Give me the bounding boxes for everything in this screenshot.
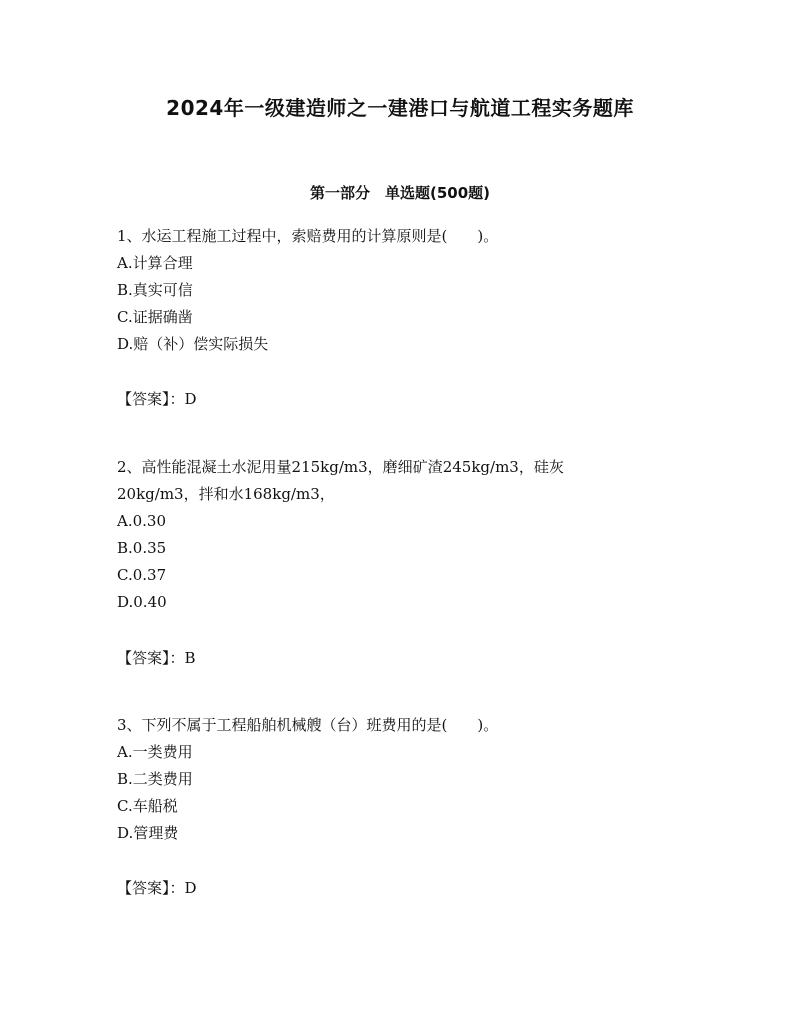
option-b: B.0.35 xyxy=(117,539,167,557)
option-a: A.0.30 xyxy=(117,512,166,530)
page-title: 2024年一级建造师之一建港口与航道工程实务题库 xyxy=(166,96,634,120)
question-3 xyxy=(117,712,677,847)
answer-label: 【答案】： xyxy=(117,649,185,667)
answer-value: B xyxy=(184,649,196,667)
question-stem: 1、水运工程施工过程中，索赔费用的计算原则是( )。 xyxy=(117,227,499,245)
answer-label: 【答案】： xyxy=(117,390,185,408)
question-stem: 2、高性能混凝土水泥用量215kg/m3，磨细矿渣245kg/m3，硅灰20kg/m3，拌和水168kg/m3， xyxy=(117,458,564,503)
option-d: D.0.40 xyxy=(117,593,167,611)
option-d: D.赔（补）偿实际损失 xyxy=(117,335,269,353)
option-a: A.一类费用 xyxy=(117,743,193,761)
option-d: D.管理费 xyxy=(117,824,179,842)
question-2 xyxy=(117,454,637,616)
answer-1 xyxy=(117,388,197,410)
answer-2 xyxy=(117,647,196,669)
option-b: B.真实可信 xyxy=(117,281,193,299)
answer-value: D xyxy=(184,879,197,897)
question-1 xyxy=(117,223,677,358)
option-c: C.车船税 xyxy=(117,797,178,815)
section-title: 第一部分 单选题(500题) xyxy=(309,184,491,202)
answer-value: D xyxy=(184,390,197,408)
option-c: C.0.37 xyxy=(117,566,167,584)
answer-3 xyxy=(117,877,197,899)
option-c: C.证据确凿 xyxy=(117,308,193,326)
answer-label: 【答案】： xyxy=(117,879,185,897)
question-stem: 3、下列不属于工程船舶机械艘（台）班费用的是( )。 xyxy=(117,716,499,734)
option-a: A.计算合理 xyxy=(117,254,193,272)
option-b: B.二类费用 xyxy=(117,770,193,788)
